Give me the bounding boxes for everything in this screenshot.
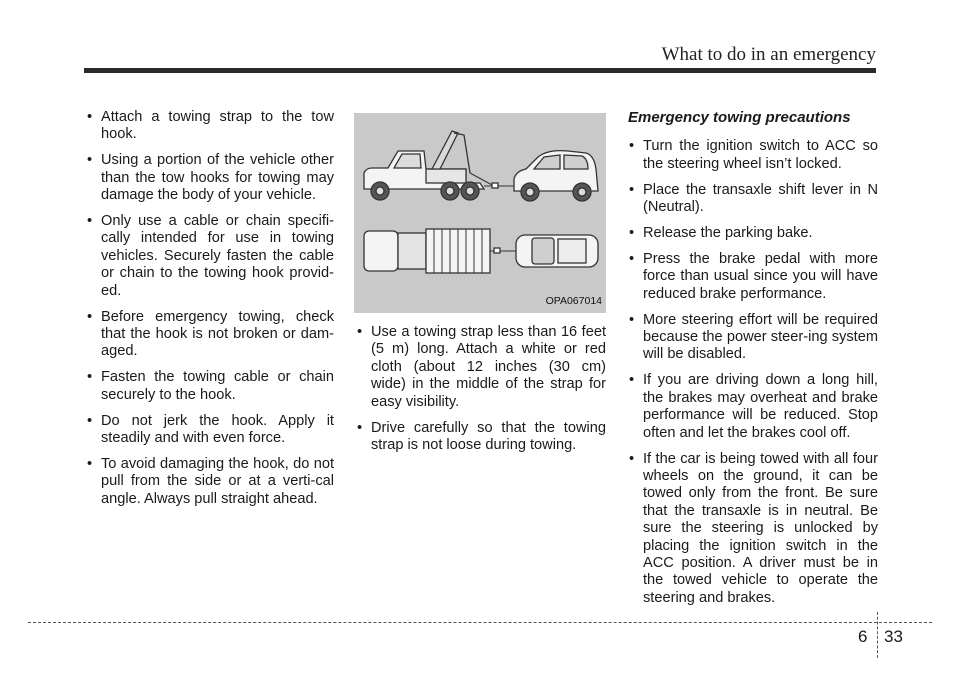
list-item: • Place the transaxle shift lever in N (Neutral). xyxy=(626,182,878,217)
list-item: • If you are driving down a long hill, the brakes may overheat and brake performance will be reduced. Stop often and let the brakes cool off. xyxy=(626,372,878,442)
list-item: • To avoid damaging the hook, do not pull from the side or at a verti-cal angle. Always pull straight ahead. xyxy=(84,456,334,508)
section-title: Emergency towing precautions xyxy=(628,109,851,126)
column-left xyxy=(84,109,334,517)
page-number-separator xyxy=(877,612,878,658)
list-item: • Before emergency towing, check that the hook is not broken or dam-aged. xyxy=(84,309,334,361)
list-item: • Release the parking bake. xyxy=(626,225,878,242)
tow-truck-and-car-illustration xyxy=(354,113,606,313)
list-item: • Press the brake pedal with more force than usual since you will have reduced brake performance. xyxy=(626,251,878,303)
list-item: • More steering effort will be required because the power steer-ing system will be disabled. xyxy=(626,312,878,364)
section-header-title: What to do in an emergency xyxy=(661,44,876,65)
column-right xyxy=(626,109,878,616)
page-number: 33 xyxy=(884,627,903,646)
towing-illustration xyxy=(354,113,606,313)
towing-precautions-list xyxy=(626,138,878,607)
list-item: • Use a towing strap less than 16 feet (5 m) long. Attach a white or red cloth (about 12 inches (30 cm) wide) in the middle of the strap for easy visibility. xyxy=(354,324,606,411)
list-item: • Turn the ignition switch to ACC so the steering wheel isn’t locked. xyxy=(626,138,878,173)
towing-strap-instructions xyxy=(354,324,606,454)
header-rule xyxy=(84,68,876,73)
list-item: • Fasten the towing cable or chain securely to the hook. xyxy=(84,369,334,404)
towing-hook-instructions xyxy=(84,109,334,508)
chapter-number: 6 xyxy=(858,627,868,646)
list-item: • Do not jerk the hook. Apply it steadily and with even force. xyxy=(84,413,334,448)
figure-code: OPA067014 xyxy=(545,294,602,307)
column-middle xyxy=(354,109,606,463)
list-item: • Only use a cable or chain specifi-cally intended for use in towing vehicles. Securely fasten the cable or chain to the towing hook provid-ed. xyxy=(84,213,334,300)
list-item: • If the car is being towed with all four wheels on the ground, it can be towed only from the front. Be sure that the transaxle is in neutral. Be sure the steering is unlocked by placing the ignition switch in the ACC position. A driver must be in the towed vehicle to operate the steering and brakes. xyxy=(626,451,878,608)
list-item: • Attach a towing strap to the tow hook. xyxy=(84,109,334,144)
list-item: • Drive carefully so that the towing strap is not loose during towing. xyxy=(354,420,606,455)
footer-rule xyxy=(28,622,932,623)
list-item: • Using a portion of the vehicle other than the tow hooks for towing may damage the body of your vehicle. xyxy=(84,152,334,204)
